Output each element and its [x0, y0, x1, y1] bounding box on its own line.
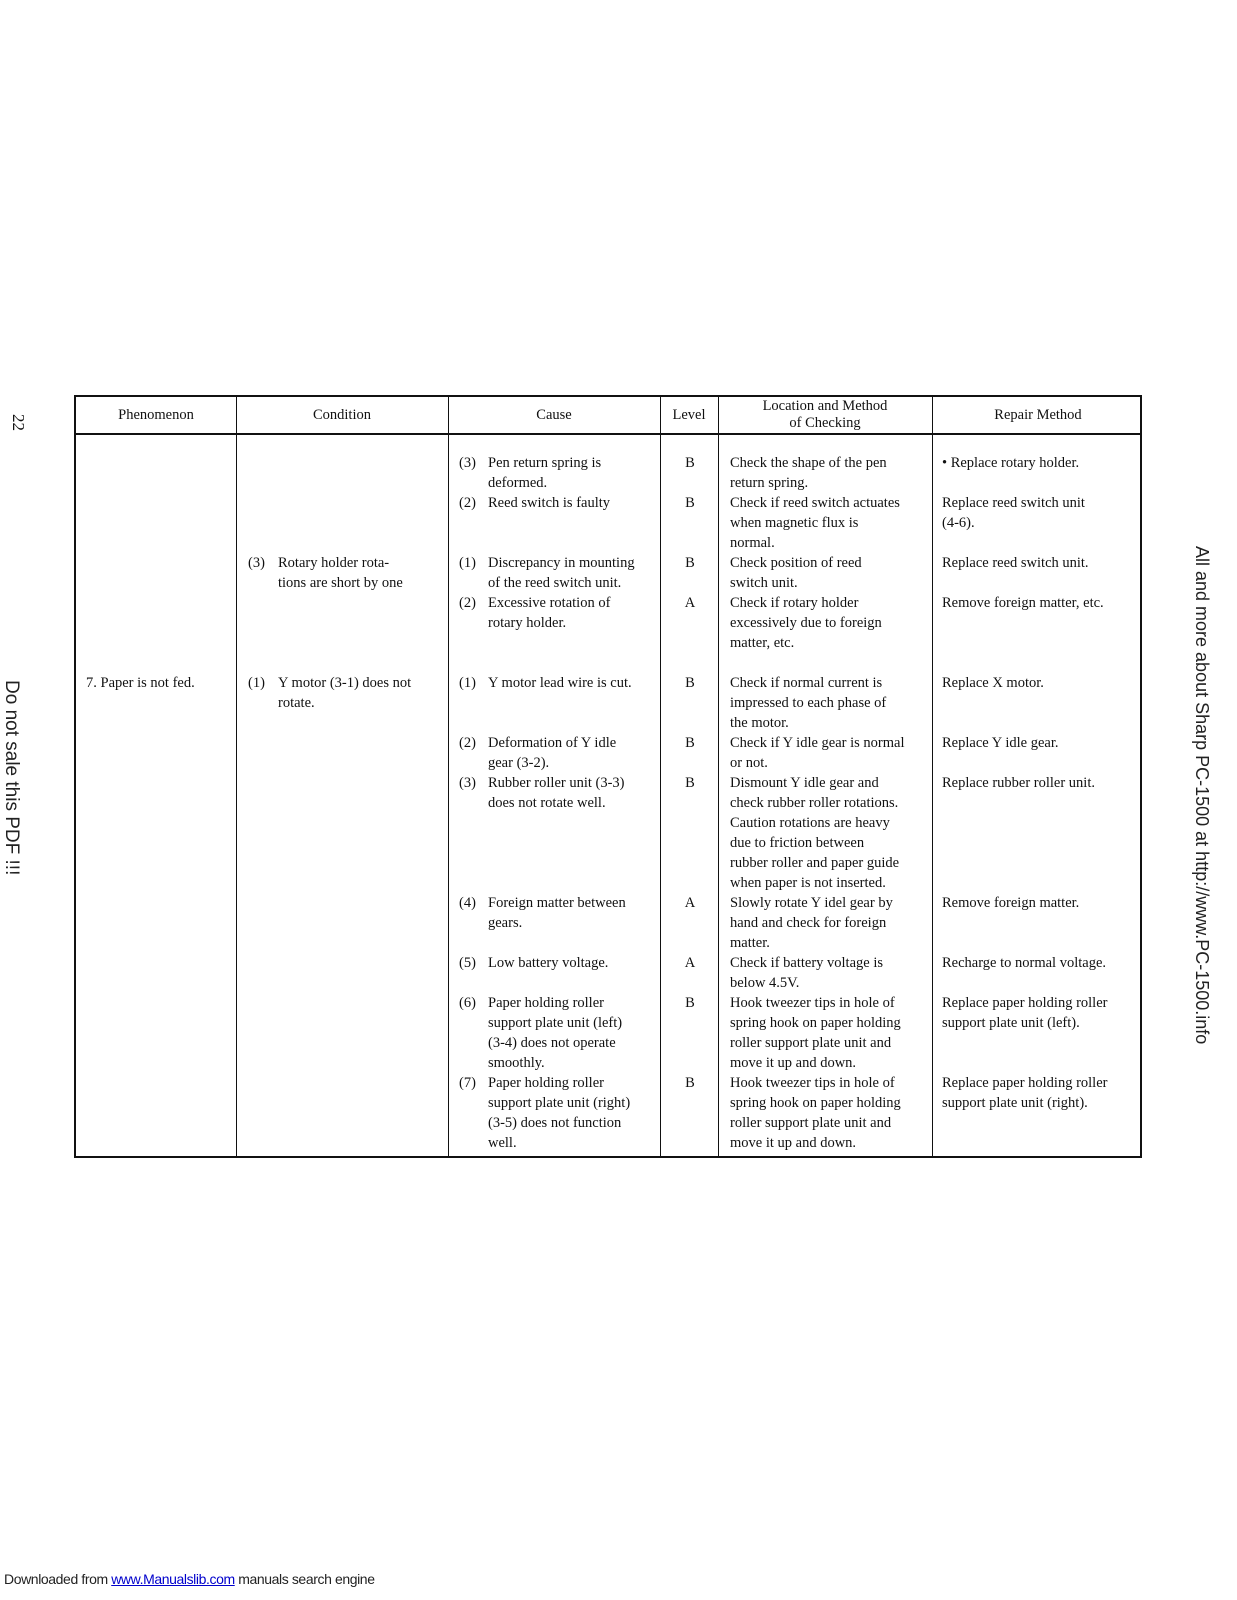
- cause-text: Discrepancy in mounting of the reed switch unit.: [488, 555, 635, 591]
- column-divider: [660, 397, 661, 1156]
- side-watermark-left: Do not sale this PDF !!!: [1, 680, 22, 876]
- level-value: B: [685, 495, 695, 511]
- cause-number: (3): [459, 455, 476, 471]
- column-divider: [718, 397, 719, 1156]
- download-footer: [4, 1571, 375, 1587]
- cause-text: Pen return spring is deformed.: [488, 455, 602, 491]
- page-number: 22: [9, 414, 28, 431]
- header-repair: Repair Method: [994, 406, 1082, 423]
- location-text: Check if rotary holder excessively due to foreign matter, etc.: [730, 595, 882, 651]
- side-watermark-right: All and more about Sharp PC-1500 at http://www.PC-1500.info: [1192, 546, 1212, 1045]
- footer-suffix: manuals search engine: [234, 1571, 375, 1587]
- header-condition: Condition: [312, 406, 371, 423]
- location-text: Check if reed switch actuates when magnetic flux is normal.: [730, 495, 900, 551]
- level-value: B: [685, 775, 695, 791]
- cause-text: Paper holding roller support plate unit (left) (3-4) does not operate smoothly.: [488, 995, 623, 1071]
- repair-text: Remove foreign matter, etc.: [942, 595, 1104, 611]
- level-value: A: [684, 595, 696, 611]
- header-level: Level: [672, 406, 706, 423]
- repair-text: Remove foreign matter.: [942, 895, 1080, 911]
- location-text: Dismount Y idle gear and check rubber roller rotations. Caution rotations are heavy due to friction between rubber roller and paper guide when paper is not inserted.: [730, 775, 900, 891]
- cause-number: (4): [459, 895, 476, 911]
- repair-text: Replace paper holding roller support plate unit (left).: [942, 995, 1108, 1031]
- location-text: Slowly rotate Y idel gear by hand and check for foreign matter.: [730, 895, 893, 951]
- level-value: B: [685, 555, 695, 571]
- location-text: Hook tweezer tips in hole of spring hook on paper holding roller support plate unit and move it up and down.: [730, 1075, 901, 1151]
- header-location: Location and Method of Checking: [762, 398, 888, 431]
- cause-text: Foreign matter between gears.: [488, 895, 626, 931]
- condition-number: (3): [248, 555, 265, 571]
- level-value: B: [685, 735, 695, 751]
- repair-text: Recharge to normal voltage.: [942, 955, 1107, 971]
- repair-text: Replace rubber roller unit.: [942, 775, 1095, 791]
- column-divider: [236, 397, 237, 1156]
- phenomenon-text: 7. Paper is not fed.: [86, 675, 195, 691]
- cause-number: (3): [459, 775, 476, 791]
- level-value: A: [684, 955, 696, 971]
- location-text: Hook tweezer tips in hole of spring hook on paper holding roller support plate unit and move it up and down.: [730, 995, 901, 1071]
- cause-text: Y motor lead wire is cut.: [488, 675, 632, 691]
- condition-number: (1): [248, 675, 265, 691]
- condition-text: Y motor (3-1) does not rotate.: [278, 675, 412, 711]
- repair-text: Replace reed switch unit.: [942, 555, 1089, 571]
- cause-number: (2): [459, 735, 476, 751]
- manualslib-link[interactable]: www.Manualslib.com: [111, 1571, 235, 1587]
- cause-number: (7): [459, 1075, 476, 1091]
- header-cause: Cause: [536, 406, 572, 423]
- location-text: Check position of reed switch unit.: [730, 555, 862, 591]
- cause-text: Deformation of Y idle gear (3-2).: [488, 735, 617, 771]
- cause-number: (5): [459, 955, 476, 971]
- column-divider: [448, 397, 449, 1156]
- level-value: B: [685, 675, 695, 691]
- cause-text: Low battery voltage.: [488, 955, 609, 971]
- cause-number: (1): [459, 555, 476, 571]
- troubleshooting-table: [74, 395, 1142, 1158]
- level-value: B: [685, 1075, 695, 1091]
- repair-text: • Replace rotary holder.: [942, 455, 1080, 471]
- location-text: Check if normal current is impressed to each phase of the motor.: [730, 675, 887, 731]
- cause-text: Reed switch is faulty: [488, 495, 611, 511]
- repair-text: Replace reed switch unit (4-6).: [942, 495, 1085, 531]
- level-value: B: [685, 455, 695, 471]
- repair-text: Replace Y idle gear.: [942, 735, 1059, 751]
- header-divider: [76, 433, 1140, 435]
- cause-number: (2): [459, 595, 476, 611]
- cause-text: Paper holding roller support plate unit (right) (3-5) does not function well.: [488, 1075, 631, 1151]
- location-text: Check the shape of the pen return spring.: [730, 455, 887, 491]
- column-divider: [932, 397, 933, 1156]
- level-value: A: [684, 895, 696, 911]
- footer-prefix: Downloaded from: [4, 1571, 112, 1587]
- level-value: B: [685, 995, 695, 1011]
- repair-text: Replace paper holding roller support plate unit (right).: [942, 1075, 1108, 1111]
- header-phenomenon: Phenomenon: [118, 406, 194, 423]
- cause-text: Excessive rotation of rotary holder.: [488, 595, 611, 631]
- location-text: Check if Y idle gear is normal or not.: [730, 735, 905, 771]
- cause-number: (6): [459, 995, 476, 1011]
- repair-text: Replace X motor.: [942, 675, 1044, 691]
- cause-text: Rubber roller unit (3-3) does not rotate well.: [488, 775, 625, 811]
- cause-number: (1): [459, 675, 476, 691]
- location-text: Check if battery voltage is below 4.5V.: [730, 955, 884, 991]
- cause-number: (2): [459, 495, 476, 511]
- condition-text: Rotary holder rota- tions are short by one: [278, 555, 403, 591]
